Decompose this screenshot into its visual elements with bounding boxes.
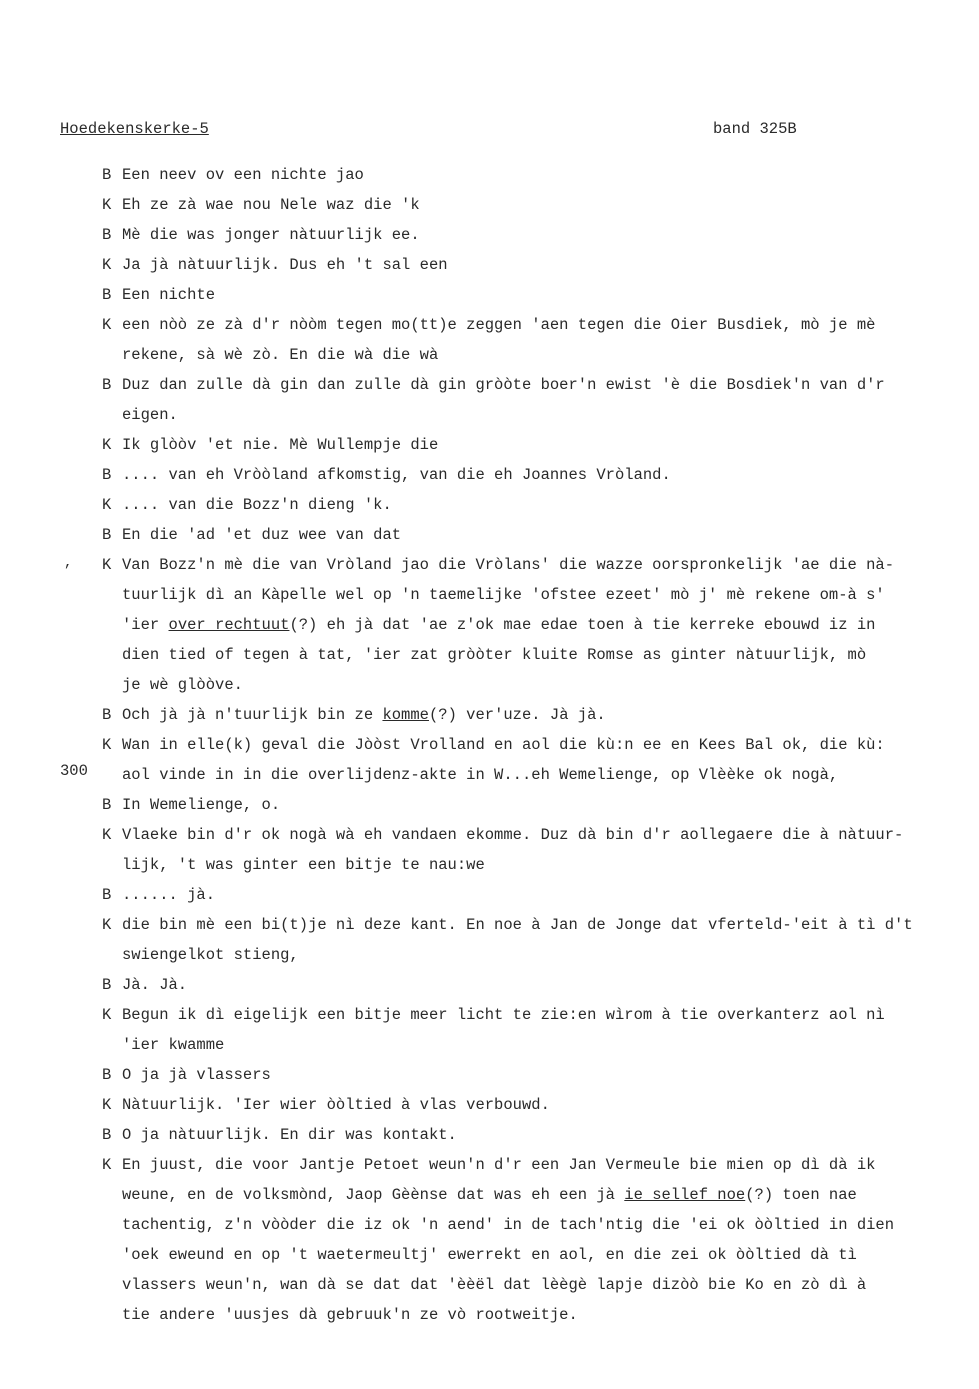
- utterance-line: En juust, die voor Jantje Petoet weun'n d'r een Jan Vermeule bie mien op dì dà ik: [122, 1156, 876, 1174]
- speaker-label: B: [102, 286, 112, 304]
- utterance-text: [121, 970, 972, 1000]
- utterance-line: Wan in elle(k) geval die Jòòst Vrolland en aol die kù:n ee en Kees Bal ok, die kù:: [122, 736, 885, 754]
- dialogue-turn: [102, 790, 972, 820]
- underlined-uncertain-word: komme: [382, 706, 429, 724]
- utterance-line: In Wemelienge, o.: [122, 796, 281, 814]
- utterance-line: tuurlijk dì an Kàpelle wel op 'n taemelijke 'ofstee ezeet' mò j' mè rekene om-à s': [122, 586, 885, 604]
- speaker-label: B: [102, 526, 112, 544]
- utterance-line: Mè die was jonger nàtuurlijk ee.: [122, 226, 420, 244]
- dialogue-turn: [102, 820, 972, 880]
- speaker-label: K: [102, 1096, 112, 1114]
- speaker-label: B: [102, 376, 112, 394]
- speaker-label: K: [102, 1156, 112, 1174]
- utterance-line: Nàtuurlijk. 'Ier wier òòltied à vlas verbouwd.: [122, 1096, 550, 1114]
- utterance-text: [121, 370, 972, 430]
- utterance-text: [121, 160, 972, 190]
- dialogue-turn: [102, 700, 972, 730]
- utterance-line: O ja nàtuurlijk. En dir was kontakt.: [122, 1126, 457, 1144]
- speaker-label: B: [102, 796, 112, 814]
- dialogue-turn: [102, 730, 972, 790]
- dialogue-turn: [102, 160, 972, 190]
- utterance-line: aol vinde in in die overlijdenz-akte in W...eh Wemelienge, op Vlèèke ok nogà,: [122, 766, 839, 784]
- utterance-line: Van Bozz'n mè die van Vròland jao die Vròlans' die wazze oorspronkelijk 'ae die nà-: [122, 556, 895, 574]
- utterance-line: tachentig, z'n vòòder die iz ok 'n aend' in de tach'ntig die 'ei ok òòltied in dien: [122, 1216, 895, 1234]
- underlined-uncertain-word: ie sellef noe: [624, 1186, 746, 1204]
- utterance-line: Ja jà nàtuurlijk. Dus eh 't sal een: [122, 256, 448, 274]
- speaker-label: K: [102, 826, 112, 844]
- margin-mark: ,: [64, 555, 73, 571]
- margin-line-number: 300: [60, 762, 88, 780]
- utterance-line: Eh ze zà wae nou Nele waz die 'k: [122, 196, 420, 214]
- dialogue-turn: [102, 550, 972, 700]
- utterance-line: ...... jà.: [122, 886, 216, 904]
- dialogue-turn: [102, 370, 972, 430]
- utterance-line: rekene, sà wè zò. En die wà die wà: [122, 346, 439, 364]
- speaker-label: B: [102, 1126, 112, 1144]
- utterance-text: [121, 430, 972, 460]
- utterance-text: [121, 490, 972, 520]
- utterance-line: Een neev ov een nichte jao: [122, 166, 364, 184]
- speaker-label: K: [102, 916, 112, 934]
- dialogue-transcript: [102, 160, 972, 1330]
- utterance-line: Vlaeke bin d'r ok nogà wà eh vandaen ekomme. Duz dà bin d'r aollegaere die à nàtuur-: [122, 826, 904, 844]
- utterance-line: vlassers weun'n, wan dà se dat dat 'èèël dat lèègè lapje dizòò bie Ko en zò dì à: [122, 1276, 867, 1294]
- dialogue-turn: [102, 430, 972, 460]
- dialogue-turn: [102, 310, 972, 370]
- speaker-label: B: [102, 226, 112, 244]
- utterance-line: 'ier over rechtuut(?) eh jà dat 'ae z'ok mae edae toen à tie kerreke ebouwd iz in: [122, 616, 876, 634]
- speaker-label: K: [102, 196, 112, 214]
- dialogue-turn: [102, 880, 972, 910]
- dialogue-turn: [102, 1000, 972, 1060]
- utterance-text: [121, 1000, 972, 1060]
- document-title: Hoedekenskerke-5: [60, 120, 209, 138]
- speaker-label: B: [102, 886, 112, 904]
- speaker-label: K: [102, 316, 112, 334]
- speaker-label: B: [102, 976, 112, 994]
- utterance-text: [121, 1150, 972, 1330]
- utterance-text: [121, 790, 972, 820]
- utterance-text: [121, 880, 972, 910]
- utterance-text: [121, 1120, 972, 1150]
- speaker-label: B: [102, 1066, 112, 1084]
- speaker-label: K: [102, 1006, 112, 1024]
- utterance-line: Duz dan zulle dà gin dan zulle dà gin gròòte boer'n ewist 'è die Bosdiek'n van d'r: [122, 376, 885, 394]
- utterance-line: swiengelkot stieng,: [122, 946, 299, 964]
- speaker-label: K: [102, 256, 112, 274]
- utterance-text: [121, 820, 972, 880]
- speaker-label: B: [102, 466, 112, 484]
- utterance-line: Een nichte: [122, 286, 216, 304]
- utterance-line: 'oek eweund en op 't waetermeultj' ewerrekt en aol, en die zei ok òòltied dà tì: [122, 1246, 857, 1264]
- utterance-line: tie andere 'uusjes dà gebruuk'n ze vò rootweitje.: [122, 1306, 578, 1324]
- utterance-line: Ik glòòv 'et nie. Mè Wullempje die: [122, 436, 439, 454]
- utterance-text: [121, 190, 972, 220]
- dialogue-turn: [102, 250, 972, 280]
- dialogue-turn: [102, 520, 972, 550]
- utterance-text: [121, 1090, 972, 1120]
- underlined-uncertain-word: over rechtuut: [168, 616, 290, 634]
- dialogue-turn: [102, 1090, 972, 1120]
- utterance-text: [121, 730, 972, 790]
- utterance-line: je wè glòòve.: [122, 676, 243, 694]
- utterance-line: Jà. Jà.: [122, 976, 188, 994]
- tape-label: band 325B: [713, 120, 797, 138]
- dialogue-turn: [102, 280, 972, 310]
- utterance-line: .... van eh Vròòland afkomstig, van die eh Joannes Vròland.: [122, 466, 671, 484]
- speaker-label: K: [102, 436, 112, 454]
- speaker-label: B: [102, 706, 112, 724]
- utterance-line: die bin mè een bi(t)je nì deze kant. En noe à Jan de Jonge dat vferteld-'eit à tì d't: [122, 916, 913, 934]
- utterance-line: weune, en de volksmònd, Jaop Gèènse dat was eh een jà ie sellef noe(?) toen nae: [122, 1186, 857, 1204]
- dialogue-turn: [102, 1060, 972, 1090]
- speaker-label: B: [102, 166, 112, 184]
- utterance-line: O ja jà vlassers: [122, 1066, 271, 1084]
- dialogue-turn: [102, 1150, 972, 1330]
- dialogue-turn: [102, 190, 972, 220]
- utterance-line: 'ier kwamme: [122, 1036, 225, 1054]
- utterance-text: [121, 910, 972, 970]
- dialogue-turn: [102, 910, 972, 970]
- utterance-text: [121, 1060, 972, 1090]
- utterance-line: een nòò ze zà d'r nòòm tegen mo(tt)e zeggen 'aen tegen die Oier Busdiek, mò je mè: [122, 316, 876, 334]
- utterance-line: dien tied of tegen à tat, 'ier zat gròòter kluite Romse as ginter nàtuurlijk, mò: [122, 646, 867, 664]
- utterance-text: [121, 520, 972, 550]
- utterance-text: [121, 220, 972, 250]
- utterance-text: [121, 460, 972, 490]
- dialogue-turn: [102, 490, 972, 520]
- dialogue-turn: [102, 220, 972, 250]
- speaker-label: K: [102, 556, 112, 574]
- speaker-label: K: [102, 496, 112, 514]
- utterance-text: [121, 550, 972, 700]
- dialogue-turn: [102, 970, 972, 1000]
- utterance-line: lijk, 't was ginter een bitje te nau:we: [122, 856, 485, 874]
- utterance-text: [121, 280, 972, 310]
- utterance-text: [121, 700, 972, 730]
- utterance-text: [121, 250, 972, 280]
- utterance-line: Och jà jà n'tuurlijk bin ze komme(?) ver'uze. Jà jà.: [122, 706, 606, 724]
- dialogue-turn: [102, 1120, 972, 1150]
- speaker-label: K: [102, 736, 112, 754]
- utterance-line: En die 'ad 'et duz wee van dat: [122, 526, 402, 544]
- utterance-line: eigen.: [122, 406, 178, 424]
- utterance-line: Begun ik dì eigelijk een bitje meer licht te zie:en wìrom à tie overkanterz aol nì: [122, 1006, 885, 1024]
- dialogue-turn: [102, 460, 972, 490]
- utterance-text: [121, 310, 972, 370]
- utterance-line: .... van die Bozz'n dieng 'k.: [122, 496, 392, 514]
